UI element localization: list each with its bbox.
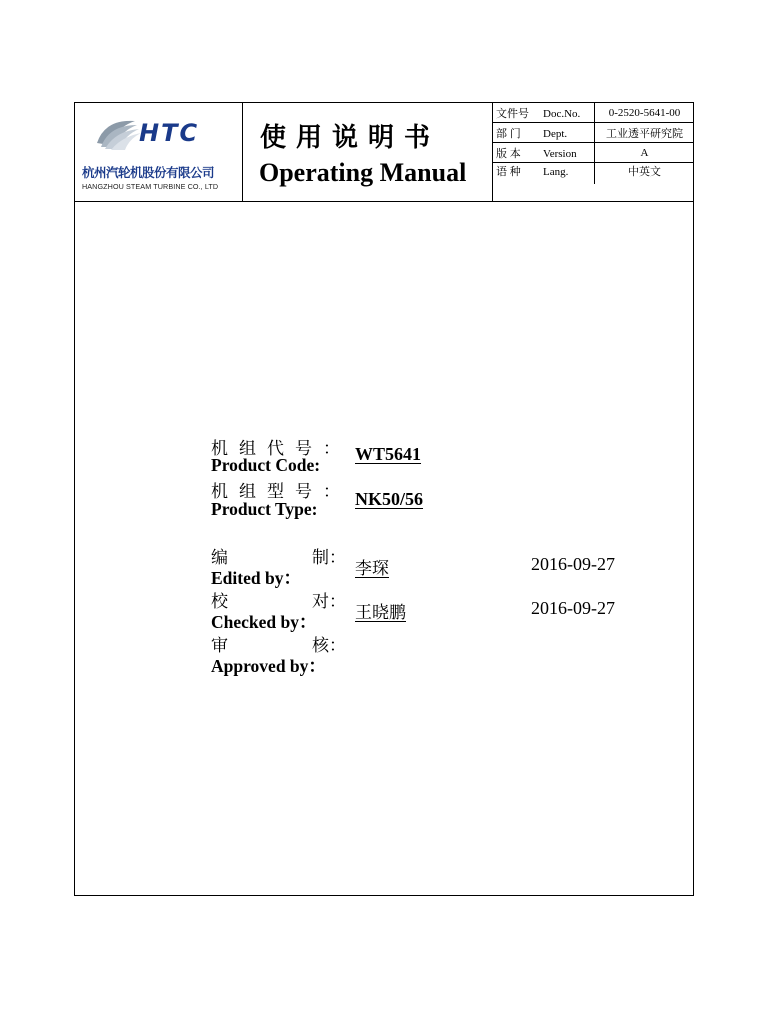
product-type-label-en: Product Type: (211, 499, 318, 519)
document-title-cn: 使用说明书 (260, 123, 441, 153)
info-row-dept (493, 123, 694, 143)
approved-label-cn-first: 审 (211, 636, 228, 656)
info-value: A (595, 143, 695, 163)
info-value: 工业透平研究院 (595, 123, 695, 143)
info-value: 中英文 (628, 166, 661, 178)
company-name-en: HANGZHOU STEAM TURBINE CO., LTD (82, 182, 219, 191)
info-label-cn: 部 门 (496, 127, 521, 140)
product-code-label-cn: 机组代号： (211, 439, 351, 459)
product-type-label-cn: 机组型号： (211, 482, 351, 502)
edited-label-en: Edited by： (211, 568, 301, 588)
document-page (74, 102, 694, 896)
checked-date: 2016-09-27 (531, 598, 615, 618)
edited-date: 2016-09-27 (531, 554, 615, 574)
info-value: 0-2520-5641-00 (595, 103, 695, 123)
info-label-en: Version (543, 147, 577, 160)
info-row-lang (493, 163, 694, 185)
edited-label-cn-first: 编 (211, 548, 228, 568)
info-label-cn: 文件号 (496, 107, 529, 120)
info-label-cn: 语 种 (496, 166, 521, 178)
document-info-table (493, 103, 694, 184)
info-label-en: Lang. (543, 166, 569, 178)
checked-label-cn-first: 校 (211, 592, 228, 612)
product-code-label-en: Product Code: (211, 455, 321, 475)
info-label-en: Dept. (543, 127, 568, 140)
document-title-en: Operating Manual (259, 158, 467, 187)
product-code-value: WT5641 (355, 444, 422, 464)
info-row-doc-no (493, 103, 694, 123)
product-type-value: NK50/56 (355, 489, 424, 509)
info-label-en: Doc.No. (543, 107, 581, 120)
document-header (75, 103, 693, 202)
checked-by-name: 王晓鹏 (355, 603, 406, 623)
edited-label-cn-second: 制： (312, 548, 346, 568)
company-name-cn: 杭州汽轮机股份有限公司 (82, 165, 215, 180)
turbine-blades-icon (97, 121, 141, 150)
approved-label-cn-second: 核： (312, 636, 346, 656)
checked-label-cn-second: 对： (312, 592, 346, 612)
info-label-cn: 版 本 (496, 147, 521, 160)
info-row-version (493, 143, 694, 163)
title-block (243, 103, 493, 201)
htc-logo (95, 113, 215, 155)
logo-text: HTC (139, 119, 200, 147)
checked-label-en: Checked by： (211, 612, 317, 632)
approved-label-en: Approved by： (211, 656, 326, 676)
edited-by-name: 李琛 (355, 559, 389, 579)
company-logo-block (75, 103, 243, 201)
